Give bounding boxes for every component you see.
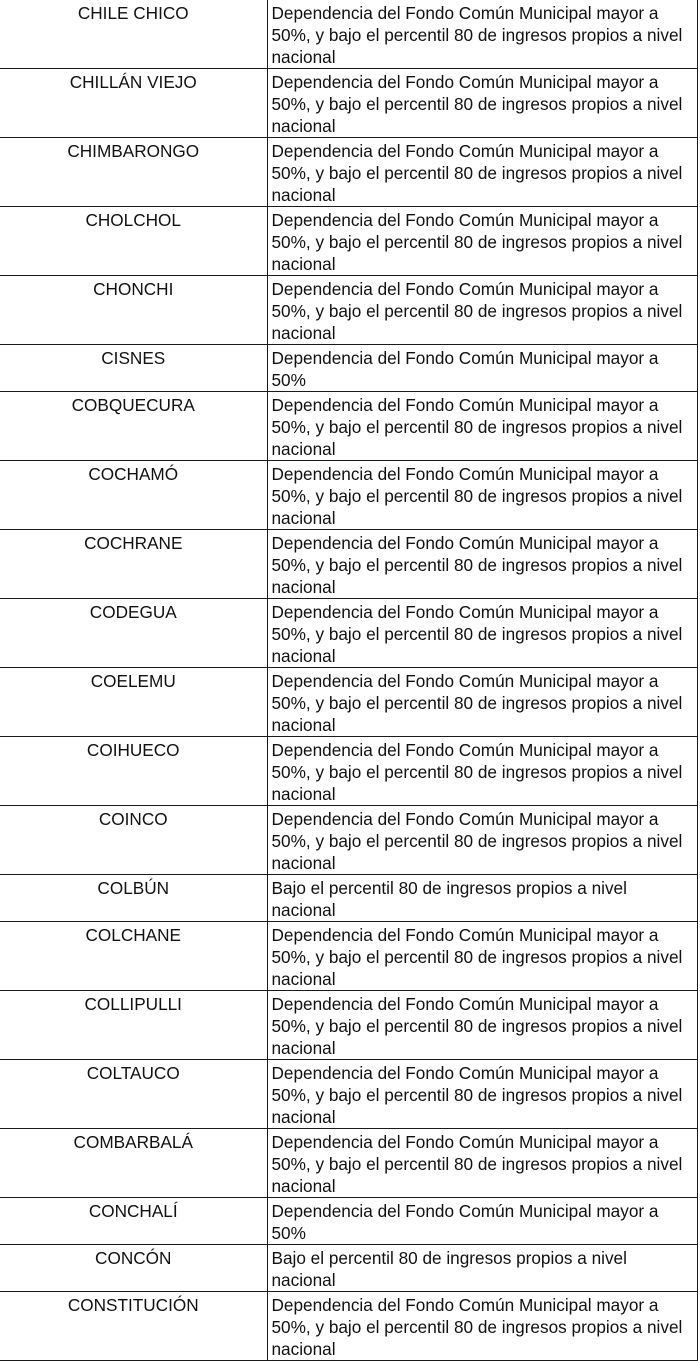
table-row (0, 276, 697, 345)
criteria-text: Bajo el percentil 80 de ingresos propios a nivel nacional (267, 1245, 697, 1292)
criteria-text: Dependencia del Fondo Común Municipal mayor a 50%, y bajo el percentil 80 de ingresos propios a nivel nacional (267, 138, 697, 207)
table-row (0, 668, 697, 737)
criteria-text: Dependencia del Fondo Común Municipal mayor a 50%, y bajo el percentil 80 de ingresos propios a nivel nacional (267, 991, 697, 1060)
table-row (0, 345, 697, 392)
municipality-name: COELEMU (0, 668, 267, 737)
criteria-text: Dependencia del Fondo Común Municipal mayor a 50%, y bajo el percentil 80 de ingresos propios a nivel nacional (267, 207, 697, 276)
criteria-text: Dependencia del Fondo Común Municipal mayor a 50%, y bajo el percentil 80 de ingresos propios a nivel nacional (267, 69, 697, 138)
criteria-text: Dependencia del Fondo Común Municipal mayor a 50%, y bajo el percentil 80 de ingresos propios a nivel nacional (267, 1129, 697, 1198)
municipality-name: CODEGUA (0, 599, 267, 668)
criteria-text: Dependencia del Fondo Común Municipal mayor a 50%, y bajo el percentil 80 de ingresos propios a nivel nacional (267, 668, 697, 737)
municipality-name: CHILLÁN VIEJO (0, 69, 267, 138)
municipality-name: CHONCHI (0, 276, 267, 345)
table-row (0, 991, 697, 1060)
municipality-name: CONSTITUCIÓN (0, 1292, 267, 1361)
table-row (0, 1198, 697, 1245)
municipality-name: CHILE CHICO (0, 0, 267, 69)
table-row (0, 1292, 697, 1361)
criteria-text: Dependencia del Fondo Común Municipal mayor a 50%, y bajo el percentil 80 de ingresos propios a nivel nacional (267, 737, 697, 806)
table-row (0, 1060, 697, 1129)
criteria-text: Dependencia del Fondo Común Municipal mayor a 50% (267, 1198, 697, 1245)
table-row (0, 207, 697, 276)
table-row (0, 806, 697, 875)
municipality-name: COIHUECO (0, 737, 267, 806)
criteria-text: Dependencia del Fondo Común Municipal mayor a 50% (267, 345, 697, 392)
municipality-name: COLCHANE (0, 922, 267, 991)
table-row (0, 392, 697, 461)
municipality-name: CONCÓN (0, 1245, 267, 1292)
criteria-text: Dependencia del Fondo Común Municipal mayor a 50%, y bajo el percentil 80 de ingresos propios a nivel nacional (267, 1060, 697, 1129)
municipality-name: COMBARBALÁ (0, 1129, 267, 1198)
municipality-name: COINCO (0, 806, 267, 875)
table-row (0, 138, 697, 207)
municipality-name: CHOLCHOL (0, 207, 267, 276)
municipality-name: COLLIPULLI (0, 991, 267, 1060)
municipality-name: COCHRANE (0, 530, 267, 599)
table-row (0, 461, 697, 530)
criteria-text: Dependencia del Fondo Común Municipal mayor a 50%, y bajo el percentil 80 de ingresos propios a nivel nacional (267, 806, 697, 875)
criteria-text: Dependencia del Fondo Común Municipal mayor a 50%, y bajo el percentil 80 de ingresos propios a nivel nacional (267, 392, 697, 461)
municipality-name: CONCHALÍ (0, 1198, 267, 1245)
municipality-name: COCHAMÓ (0, 461, 267, 530)
municipality-name: COBQUECURA (0, 392, 267, 461)
criteria-text: Dependencia del Fondo Común Municipal mayor a 50%, y bajo el percentil 80 de ingresos propios a nivel nacional (267, 461, 697, 530)
criteria-text: Dependencia del Fondo Común Municipal mayor a 50%, y bajo el percentil 80 de ingresos propios a nivel nacional (267, 599, 697, 668)
criteria-text: Bajo el percentil 80 de ingresos propios a nivel nacional (267, 875, 697, 922)
table-row (0, 0, 697, 69)
criteria-text: Dependencia del Fondo Común Municipal mayor a 50%, y bajo el percentil 80 de ingresos propios a nivel nacional (267, 0, 697, 69)
criteria-text: Dependencia del Fondo Común Municipal mayor a 50%, y bajo el percentil 80 de ingresos propios a nivel nacional (267, 922, 697, 991)
table-row (0, 599, 697, 668)
table-row (0, 1129, 697, 1198)
municipality-name: COLBÚN (0, 875, 267, 922)
table-row (0, 875, 697, 922)
municipality-name: COLTAUCO (0, 1060, 267, 1129)
criteria-text: Dependencia del Fondo Común Municipal mayor a 50%, y bajo el percentil 80 de ingresos propios a nivel nacional (267, 530, 697, 599)
table-row (0, 69, 697, 138)
municipality-name: CISNES (0, 345, 267, 392)
criteria-text: Dependencia del Fondo Común Municipal mayor a 50%, y bajo el percentil 80 de ingresos propios a nivel nacional (267, 276, 697, 345)
table-row (0, 737, 697, 806)
criteria-text: Dependencia del Fondo Común Municipal mayor a 50%, y bajo el percentil 80 de ingresos propios a nivel nacional (267, 1292, 697, 1361)
table-row (0, 530, 697, 599)
municipality-name: CHIMBARONGO (0, 138, 267, 207)
table-row (0, 1245, 697, 1292)
table-row (0, 922, 697, 991)
